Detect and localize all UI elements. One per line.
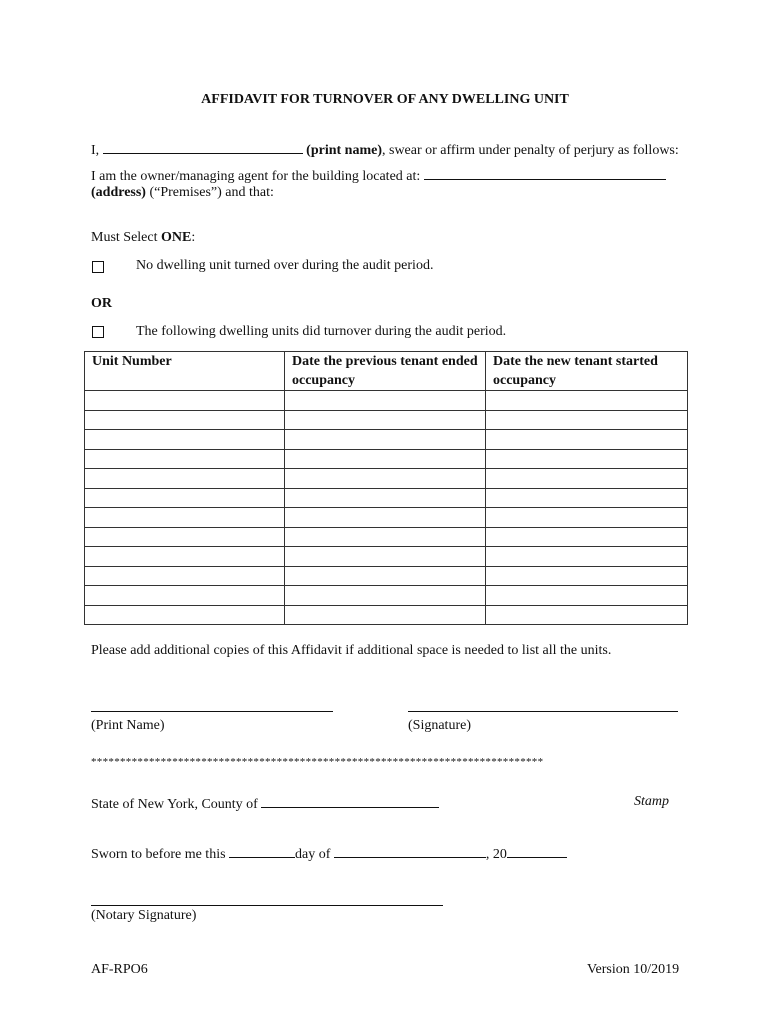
new-tenant-started-cell[interactable] (486, 547, 688, 567)
unit-number-cell[interactable] (85, 508, 285, 528)
unit-number-cell[interactable] (85, 410, 285, 430)
additional-copies-note: Please add additional copies of this Affidavit if additional space is needed to list all the units. (91, 643, 612, 658)
new-tenant-started-cell[interactable] (486, 430, 688, 450)
previous-tenant-ended-header: Date the previous tenant ended occupancy (285, 352, 486, 391)
new-tenant-started-cell[interactable] (486, 605, 688, 625)
must-select-line (91, 230, 195, 246)
signature-line[interactable] (408, 711, 678, 712)
new-tenant-started-cell[interactable] (486, 527, 688, 547)
new-tenant-started-cell[interactable] (486, 449, 688, 469)
oath-prefix: I, (91, 143, 100, 158)
oath-line (91, 140, 679, 159)
document-title: AFFIDAVIT FOR TURNOVER OF ANY DWELLING UNIT (201, 92, 569, 107)
year-blank[interactable] (507, 844, 567, 858)
previous-tenant-ended-cell[interactable] (285, 391, 486, 411)
units-table (84, 351, 688, 625)
separator: ****************************************************************************** (91, 756, 544, 768)
previous-tenant-ended-cell[interactable] (285, 527, 486, 547)
new-tenant-started-cell[interactable] (486, 508, 688, 528)
owner-line (91, 166, 666, 185)
version-label: Version 10/2019 (587, 962, 680, 977)
table-row (85, 527, 688, 547)
owner-statement: I am the owner/managing agent for the building located at: (91, 169, 421, 184)
table-row (85, 430, 688, 450)
table-row (85, 605, 688, 625)
option-turnover: The following dwelling units did turnover during the audit period. (136, 324, 507, 339)
year-prefix: , 20 (485, 847, 507, 862)
table-row (85, 508, 688, 528)
sworn-line (91, 844, 567, 863)
must-select-suffix: : (191, 230, 196, 245)
sworn-prefix: Sworn to before me this (91, 847, 226, 862)
previous-tenant-ended-cell[interactable] (285, 547, 486, 567)
unit-number-cell[interactable] (85, 527, 285, 547)
print-name-line[interactable] (91, 711, 333, 712)
turnover-checkbox[interactable] (92, 326, 104, 338)
unit-number-header: Unit Number (85, 352, 285, 391)
address-blank[interactable] (424, 166, 666, 180)
table-row (85, 469, 688, 489)
no-turnover-checkbox[interactable] (92, 261, 104, 273)
address-label: (address) (91, 185, 146, 200)
county-label: State of New York, County of (91, 797, 258, 812)
table-row (85, 449, 688, 469)
unit-number-cell[interactable] (85, 605, 285, 625)
signature-caption: (Signature) (408, 718, 471, 733)
previous-tenant-ended-cell[interactable] (285, 566, 486, 586)
previous-tenant-ended-cell[interactable] (285, 430, 486, 450)
previous-tenant-ended-cell[interactable] (285, 586, 486, 606)
previous-tenant-ended-cell[interactable] (285, 605, 486, 625)
day-blank[interactable] (229, 844, 295, 858)
address-suffix: (“Premises”) and that: (145, 185, 274, 200)
table-row (85, 410, 688, 430)
table-row (85, 547, 688, 567)
stamp-label: Stamp (634, 794, 669, 809)
oath-suffix: , swear or affirm under penalty of perjury as follows: (382, 143, 679, 158)
unit-number-cell[interactable] (85, 547, 285, 567)
unit-number-cell[interactable] (85, 469, 285, 489)
or-label: OR (91, 296, 112, 311)
new-tenant-started-cell[interactable] (486, 488, 688, 508)
unit-number-cell[interactable] (85, 586, 285, 606)
option-no-turnover: No dwelling unit turned over during the audit period. (136, 258, 434, 273)
print-name-label: (print name) (306, 143, 382, 158)
unit-number-cell[interactable] (85, 488, 285, 508)
address-line (91, 185, 274, 201)
notary-caption: (Notary Signature) (91, 908, 197, 923)
unit-number-cell[interactable] (85, 430, 285, 450)
previous-tenant-ended-cell[interactable] (285, 469, 486, 489)
new-tenant-started-cell[interactable] (486, 410, 688, 430)
previous-tenant-ended-cell[interactable] (285, 508, 486, 528)
new-tenant-started-header: Date the new tenant started occupancy (486, 352, 688, 391)
print-name-blank[interactable] (103, 140, 303, 154)
unit-number-cell[interactable] (85, 566, 285, 586)
table-row (85, 488, 688, 508)
new-tenant-started-cell[interactable] (486, 391, 688, 411)
must-select-prefix: Must Select (91, 230, 161, 245)
county-line (91, 794, 439, 813)
new-tenant-started-cell[interactable] (486, 586, 688, 606)
county-blank[interactable] (261, 794, 439, 808)
previous-tenant-ended-cell[interactable] (285, 410, 486, 430)
form-code: AF-RPO6 (91, 962, 148, 977)
table-row (85, 391, 688, 411)
table-row (85, 566, 688, 586)
new-tenant-started-cell[interactable] (486, 566, 688, 586)
day-of-label: day of (295, 847, 331, 862)
unit-number-cell[interactable] (85, 391, 285, 411)
previous-tenant-ended-cell[interactable] (285, 488, 486, 508)
print-name-caption: (Print Name) (91, 718, 165, 733)
unit-number-cell[interactable] (85, 449, 285, 469)
month-blank[interactable] (334, 844, 486, 858)
table-row (85, 586, 688, 606)
new-tenant-started-cell[interactable] (486, 469, 688, 489)
table-header-row (85, 352, 688, 391)
must-select-emphasis: ONE (161, 230, 192, 245)
previous-tenant-ended-cell[interactable] (285, 449, 486, 469)
notary-signature-line[interactable] (91, 905, 443, 906)
